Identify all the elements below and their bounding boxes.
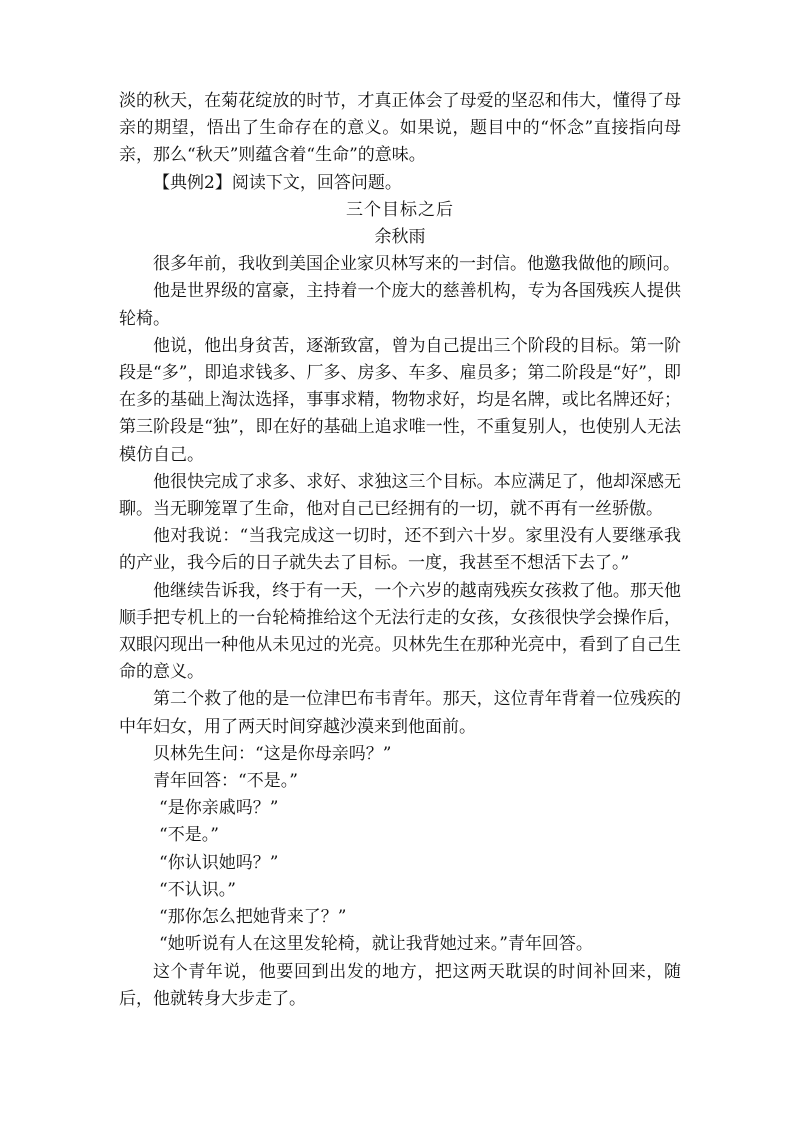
paragraph-intro-continuation: 淡的秋天，在菊花绽放的时节，才真正体会了母爱的坚忍和伟大，懂得了母亲的期望，悟出了生命存在的意义。如果说，题目中的“怀念”直接指向母亲，那么“秋天”则蕴含着“生命”的意味。 (119, 91, 681, 166)
paragraph: 他说，他出身贫苦，逐渐致富，曾为自己提出三个阶段的目标。第一阶段是“多”，即追求钱多、厂多、房多、车多、雇员多；第二阶段是“好”，即在多的基础上淘汰选择，事事求精，物物求好，均是名牌，或比名牌还好；第三阶段是“独”，即在好的基础上追求唯一性，不重复别人，也使别人无法模仿自己。 (119, 335, 681, 465)
paragraph: 他很快完成了求多、求好、求独这三个目标。本应满足了，他却深感无聊。当无聊笼罩了生命，他对自己已经拥有的一切，就不再有一丝骄傲。 (119, 471, 681, 520)
document-page (119, 88, 681, 1013)
paragraph: 第二个救了他的是一位津巴布韦青年。那天，这位青年背着一位残疾的中年妇女，用了两天时间穿越沙漠来到他面前。 (119, 689, 681, 737)
dialogue-line: “你认识她吗？” (159, 852, 279, 873)
dialogue-line: “是你亲戚吗？” (159, 798, 279, 819)
dialogue-line: “不是。” (159, 825, 219, 846)
paragraph: 他是世界级的富豪，主持着一个庞大的慈善机构，专为各国残疾人提供轮椅。 (119, 281, 681, 329)
paragraph: 他对我说：“当我完成这一切时，还不到六十岁。家里没有人要继承我的产业，我今后的日子就失去了目标。一度，我甚至不想活下去了。” (119, 526, 681, 574)
article-title: 三个目标之后 (346, 199, 454, 220)
dialogue-line: “她听说有人在这里发轮椅，就让我背她过来。”青年回答。 (159, 934, 593, 955)
article-author: 余秋雨 (374, 227, 426, 248)
paragraph: 这个青年说，他要回到出发的地方，把这两天耽误的时间补回来，随后，他就转身大步走了。 (119, 961, 681, 1009)
dialogue-line: “不认识。” (159, 879, 236, 900)
paragraph: 很多年前，我收到美国企业家贝林写来的一封信。他邀我做他的顾问。 (153, 254, 680, 275)
dialogue-line: “那你怎么把她背来了？” (159, 907, 347, 928)
dialogue-line: 青年回答：“不是。” (153, 771, 298, 792)
dialogue-line: 贝林先生问：“这是你母亲吗？” (153, 743, 392, 764)
paragraph: 他继续告诉我，终于有一天，一个六岁的越南残疾女孩救了他。那天他顺手把专机上的一台轮椅推给这个无法行走的女孩，女孩很快学会操作后，双眼闪现出一种他从未见过的光亮。贝林先生在那种光亮中，看到了自己生命的意义。 (119, 580, 681, 683)
example-heading: 【典例2】阅读下文，回答问题。 (153, 172, 402, 193)
